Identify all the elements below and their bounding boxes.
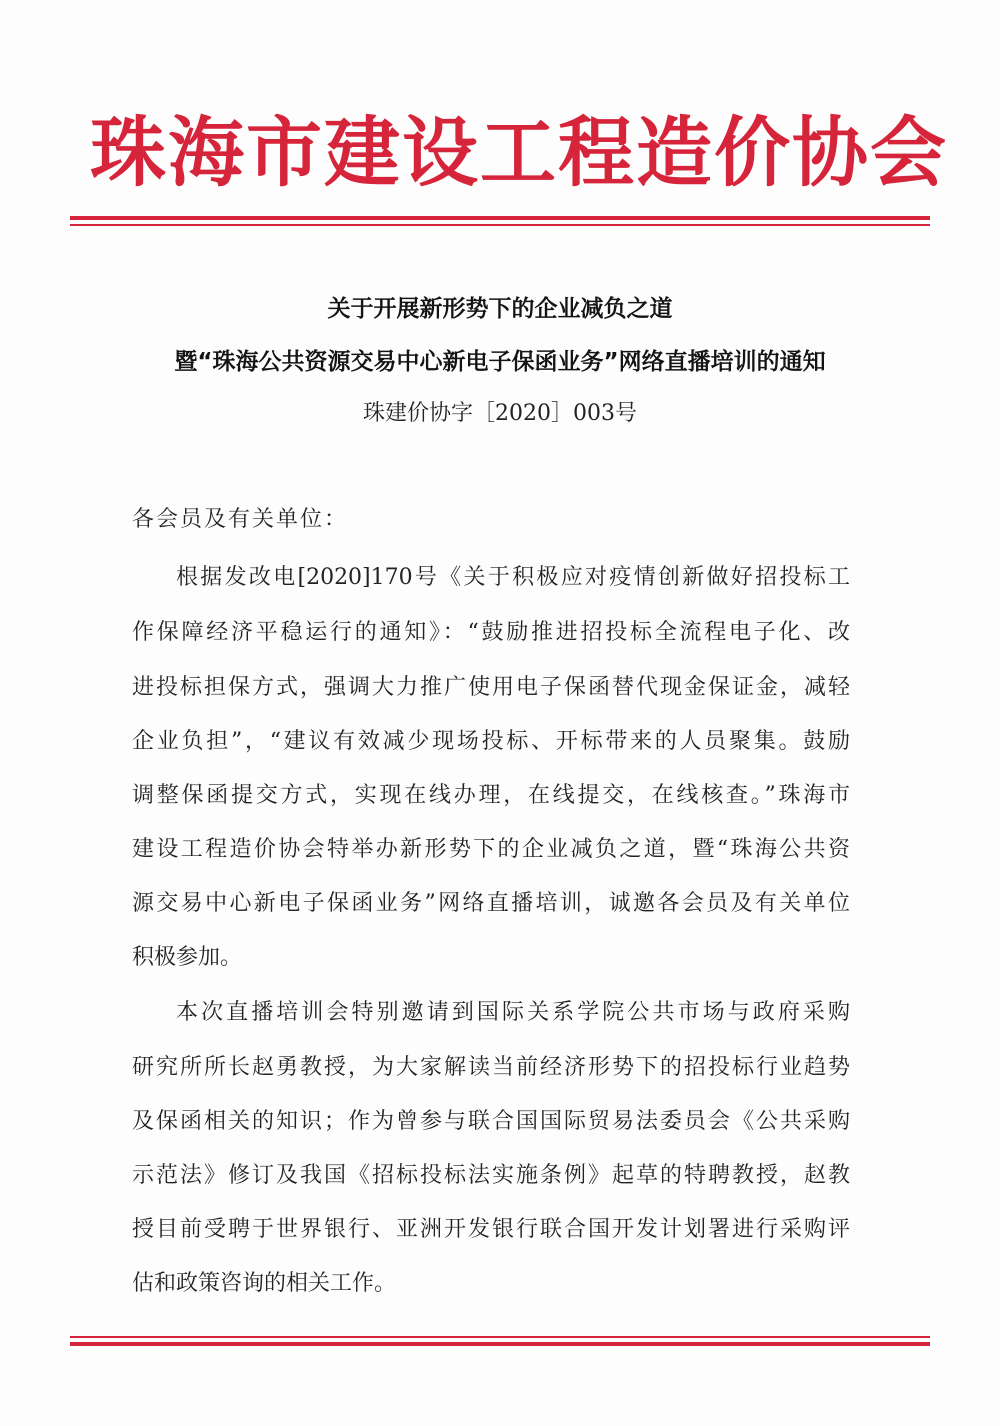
paragraph-1-line: 企业负担”，“建议有效减少现场投标、开标带来的人员聚集。鼓励 bbox=[132, 729, 850, 754]
paragraph-1-line: 作保障经济平稳运行的通知》：“鼓励推进招投标全流程电子化、改 bbox=[132, 620, 850, 645]
paragraph-2-line: 估和政策咨询的相关工作。 bbox=[132, 1271, 397, 1296]
letterhead-rule-thin bbox=[70, 224, 930, 226]
paragraph-2-line: 本次直播培训会特别邀请到国际关系学院公共市场与政府采购 bbox=[176, 1000, 850, 1025]
organization-letterhead: 珠海市建设工程造价协会 bbox=[90, 108, 948, 197]
paragraph-2-line: 及保函相关的知识；作为曾参与联合国国际贸易法委员会《公共采购 bbox=[132, 1109, 850, 1134]
paragraph-2-line: 示范法》修订及我国《招标投标法实施条例》起草的特聘教授，赵教 bbox=[132, 1163, 850, 1188]
notice-title-line-2: 暨“珠海公共资源交易中心新电子保函业务”网络直播培训的通知 bbox=[174, 349, 826, 375]
notice-title-line-1: 关于开展新形势下的企业减负之道 bbox=[327, 296, 673, 322]
paragraph-2-line: 授目前受聘于世界银行、亚洲开发银行联合国开发计划署进行采购评 bbox=[132, 1217, 850, 1242]
paragraph-1-line: 建设工程造价协会特举办新形势下的企业减负之道，暨“珠海公共资 bbox=[132, 837, 850, 862]
document-number: 珠建价协字［2020］003号 bbox=[363, 401, 637, 426]
paragraph-2-line: 研究所所长赵勇教授，为大家解读当前经济形势下的招投标行业趋势 bbox=[132, 1055, 850, 1080]
paragraph-1-line: 积极参加。 bbox=[132, 945, 243, 970]
salutation: 各会员及有关单位： bbox=[132, 507, 349, 532]
paragraph-1-line: 源交易中心新电子保函业务”网络直播培训，诚邀各会员及有关单位 bbox=[132, 891, 850, 916]
footer-rule-thick bbox=[70, 1342, 930, 1346]
paragraph-1-line: 调整保函提交方式，实现在线办理，在线提交，在线核查。”珠海市 bbox=[132, 783, 850, 808]
letterhead-rule-thick bbox=[70, 216, 930, 220]
paragraph-1-line: 根据发改电[2020]170号《关于积极应对疫情创新做好招投标工 bbox=[176, 565, 850, 590]
paragraph-1-line: 进投标担保方式，强调大力推广使用电子保函替代现金保证金，减轻 bbox=[132, 675, 850, 700]
footer-rule-thin bbox=[70, 1336, 930, 1338]
